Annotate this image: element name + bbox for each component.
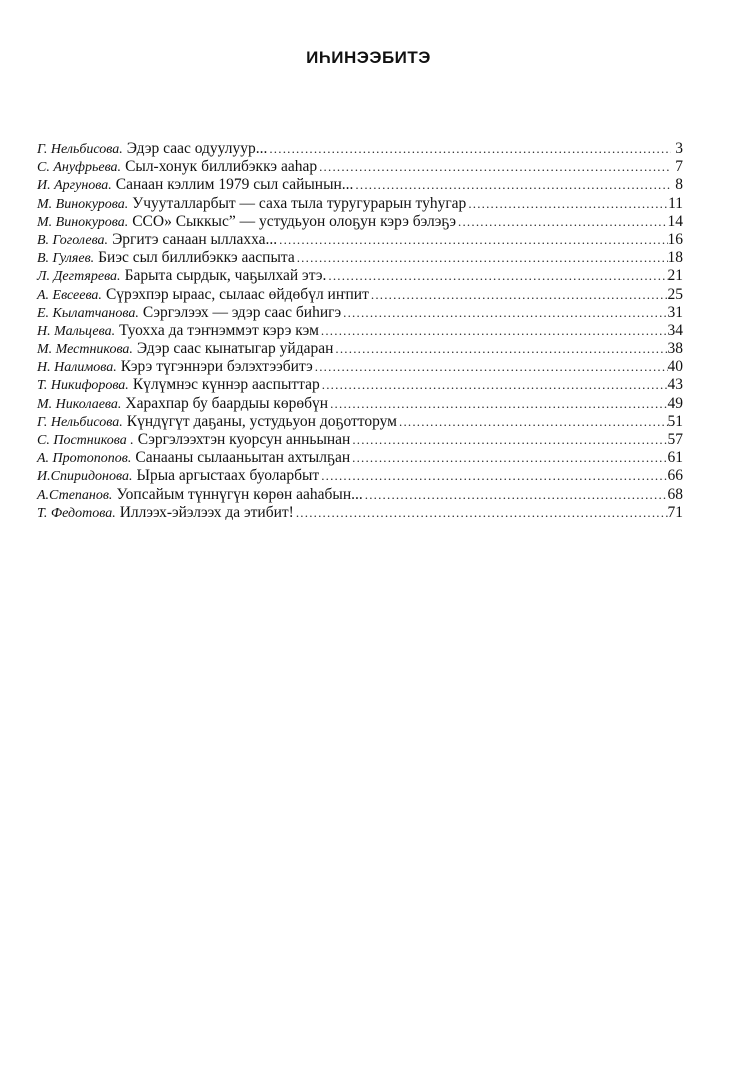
dot-leader xyxy=(328,395,667,413)
toc-entry-author: С. Постникова . xyxy=(37,433,134,448)
toc-entry-page-number: 31 xyxy=(667,303,683,321)
toc-entry xyxy=(37,504,683,522)
table-of-contents xyxy=(37,140,683,522)
toc-entry-page-number: 71 xyxy=(667,503,683,521)
toc-entry xyxy=(37,340,683,358)
toc-entry-author: А. Протопопов. xyxy=(37,451,132,467)
toc-entry xyxy=(37,413,683,431)
toc-entry-page-number: 68 xyxy=(667,485,683,503)
toc-entry xyxy=(37,158,683,176)
toc-entry xyxy=(37,213,683,231)
toc-entry xyxy=(37,322,683,340)
toc-entry-author: А.Степанов. xyxy=(37,487,113,503)
toc-entry-author: Г. Нельбисова. xyxy=(37,142,123,157)
dot-leader xyxy=(267,140,671,158)
toc-entry-title: Күлүмнэс күннэр ааспыттар xyxy=(132,376,320,394)
toc-entry-page-number: 40 xyxy=(667,358,683,376)
toc-entry-title: Ырыа аргыстаах буоларбыт xyxy=(136,467,320,485)
dot-leader xyxy=(317,158,671,176)
toc-entry xyxy=(37,431,683,449)
toc-entry-author: И. Аргунова. xyxy=(37,178,112,194)
toc-entry-title: Уопсайым түннүгүн көрөн ааһабын... xyxy=(116,485,363,503)
toc-entry-page-number: 51 xyxy=(667,412,683,430)
toc-entry-author: Л. Дегтярева. xyxy=(37,269,121,285)
dot-leader xyxy=(350,431,667,449)
dot-leader xyxy=(294,504,668,522)
toc-entry xyxy=(37,449,683,467)
toc-entry-author: Е. Кылатчанова. xyxy=(37,305,139,321)
toc-entry-title: ССО» Сыккыс” — устудьуон олоҕун кэрэ бэлэҕэ xyxy=(132,212,457,230)
toc-entry xyxy=(37,286,683,304)
toc-entry xyxy=(37,467,683,485)
toc-entry xyxy=(37,176,683,194)
dot-leader xyxy=(341,304,667,322)
toc-entry-title: Харахпар бу баардыы көрөбүн xyxy=(125,394,329,412)
dot-leader xyxy=(397,413,668,431)
toc-entry-page-number: 49 xyxy=(667,394,683,412)
toc-entry-page-number: 16 xyxy=(667,230,683,248)
dot-leader xyxy=(313,358,668,376)
toc-entry xyxy=(37,231,683,249)
dot-leader xyxy=(353,176,671,194)
dot-leader xyxy=(326,267,667,285)
dot-leader xyxy=(320,376,668,394)
toc-entry-page-number: 7 xyxy=(675,158,683,176)
toc-entry-author: И.Спиридонова. xyxy=(37,469,133,485)
toc-entry-title: Барыта сырдык, чаҕылхай этэ. xyxy=(124,267,327,285)
dot-leader xyxy=(319,322,668,340)
dot-leader xyxy=(277,231,667,249)
dot-leader xyxy=(350,449,667,467)
toc-entry-author: М. Николаева. xyxy=(37,396,122,412)
toc-entry-title: Санааны сылааньытан ахтылҕан xyxy=(135,449,351,467)
toc-entry-title: Сыл-хонук биллибэккэ ааһар xyxy=(125,158,318,176)
toc-entry xyxy=(37,267,683,285)
toc-entry-page-number: 43 xyxy=(667,376,683,394)
toc-entry-author: Т. Никифорова. xyxy=(37,378,129,394)
toc-entry-author: М. Винокурова. xyxy=(37,214,129,230)
dot-leader xyxy=(456,213,667,231)
toc-entry-author: С. Ануфрьева. xyxy=(37,160,122,176)
toc-entry xyxy=(37,376,683,394)
toc-entry-author: М. Винокурова. xyxy=(37,196,129,212)
dot-leader xyxy=(363,486,668,504)
toc-entry-title: Эдэр саас кынатыгар уйдаран xyxy=(136,340,334,358)
toc-entry-title: Сэргэлээхтэн куорсун анньынан xyxy=(137,431,351,448)
toc-entry-author: А. Евсеева. xyxy=(37,287,102,303)
toc-entry xyxy=(37,249,683,267)
page-title: ИҺИНЭЭБИТЭ xyxy=(306,48,431,67)
toc-entry-title: Санаан кэллим 1979 сыл сайынын... xyxy=(115,176,354,194)
toc-entry xyxy=(37,140,683,158)
toc-entry-title: Сэргэлээх — эдэр саас биһигэ xyxy=(142,303,342,321)
dot-leader xyxy=(319,467,667,485)
toc-entry-page-number: 21 xyxy=(667,267,683,285)
toc-entry-page-number: 66 xyxy=(667,467,683,485)
toc-entry xyxy=(37,395,683,413)
dot-leader xyxy=(466,195,668,213)
toc-entry-page-number: 61 xyxy=(667,449,683,467)
toc-entry-title: Биэс сыл биллибэккэ ааспыта xyxy=(98,249,295,267)
toc-entry-page-number: 38 xyxy=(667,340,683,358)
toc-entry xyxy=(37,358,683,376)
toc-entry-title: Кэрэ түгэннэри бэлэхтээбитэ xyxy=(120,358,313,376)
dot-leader xyxy=(295,249,668,267)
toc-entry-author: М. Местникова. xyxy=(37,342,133,358)
toc-entry-title: Туохха да тэҥнэммэт кэрэ кэм xyxy=(119,321,319,339)
toc-entry xyxy=(37,304,683,322)
toc-entry-title: Күндүгүт даҕаны, устудьуон доҕотторум xyxy=(126,412,397,430)
toc-entry-author: Н. Мальцева. xyxy=(37,323,116,339)
toc-entry-page-number: 3 xyxy=(675,140,683,157)
toc-entry-title: Сүрэхпэр ыраас, сылаас өйдөбүл иҥпит xyxy=(105,285,369,303)
toc-entry-title: Эдэр саас одуулуур... xyxy=(126,140,268,157)
toc-entry xyxy=(37,486,683,504)
toc-entry-title: Иллээх-эйэлээх да этибит! xyxy=(119,503,294,521)
toc-entry-page-number: 25 xyxy=(667,285,683,303)
toc-entry-author: Г. Нельбисова. xyxy=(37,414,123,430)
toc-entry-page-number: 8 xyxy=(675,176,683,194)
dot-leader xyxy=(369,286,668,304)
toc-entry-author: Т. Федотова. xyxy=(37,505,116,521)
toc-entry-page-number: 57 xyxy=(667,431,683,448)
toc-entry-page-number: 18 xyxy=(667,249,683,267)
toc-entry-title: Эргитэ санаан ыллахха... xyxy=(112,230,278,248)
toc-entry-page-number: 34 xyxy=(667,321,683,339)
toc-entry-author: В. Гуляев. xyxy=(37,251,95,267)
toc-entry xyxy=(37,195,683,213)
toc-entry-title: Учууталларбыт — саха тыла туругурарын туһугар xyxy=(132,194,467,212)
dot-leader xyxy=(333,340,667,358)
toc-entry-page-number: 11 xyxy=(668,194,683,212)
toc-entry-page-number: 14 xyxy=(667,212,683,230)
toc-entry-author: Н. Налимова. xyxy=(37,360,117,376)
toc-entry-author: В. Гоголева. xyxy=(37,232,109,248)
